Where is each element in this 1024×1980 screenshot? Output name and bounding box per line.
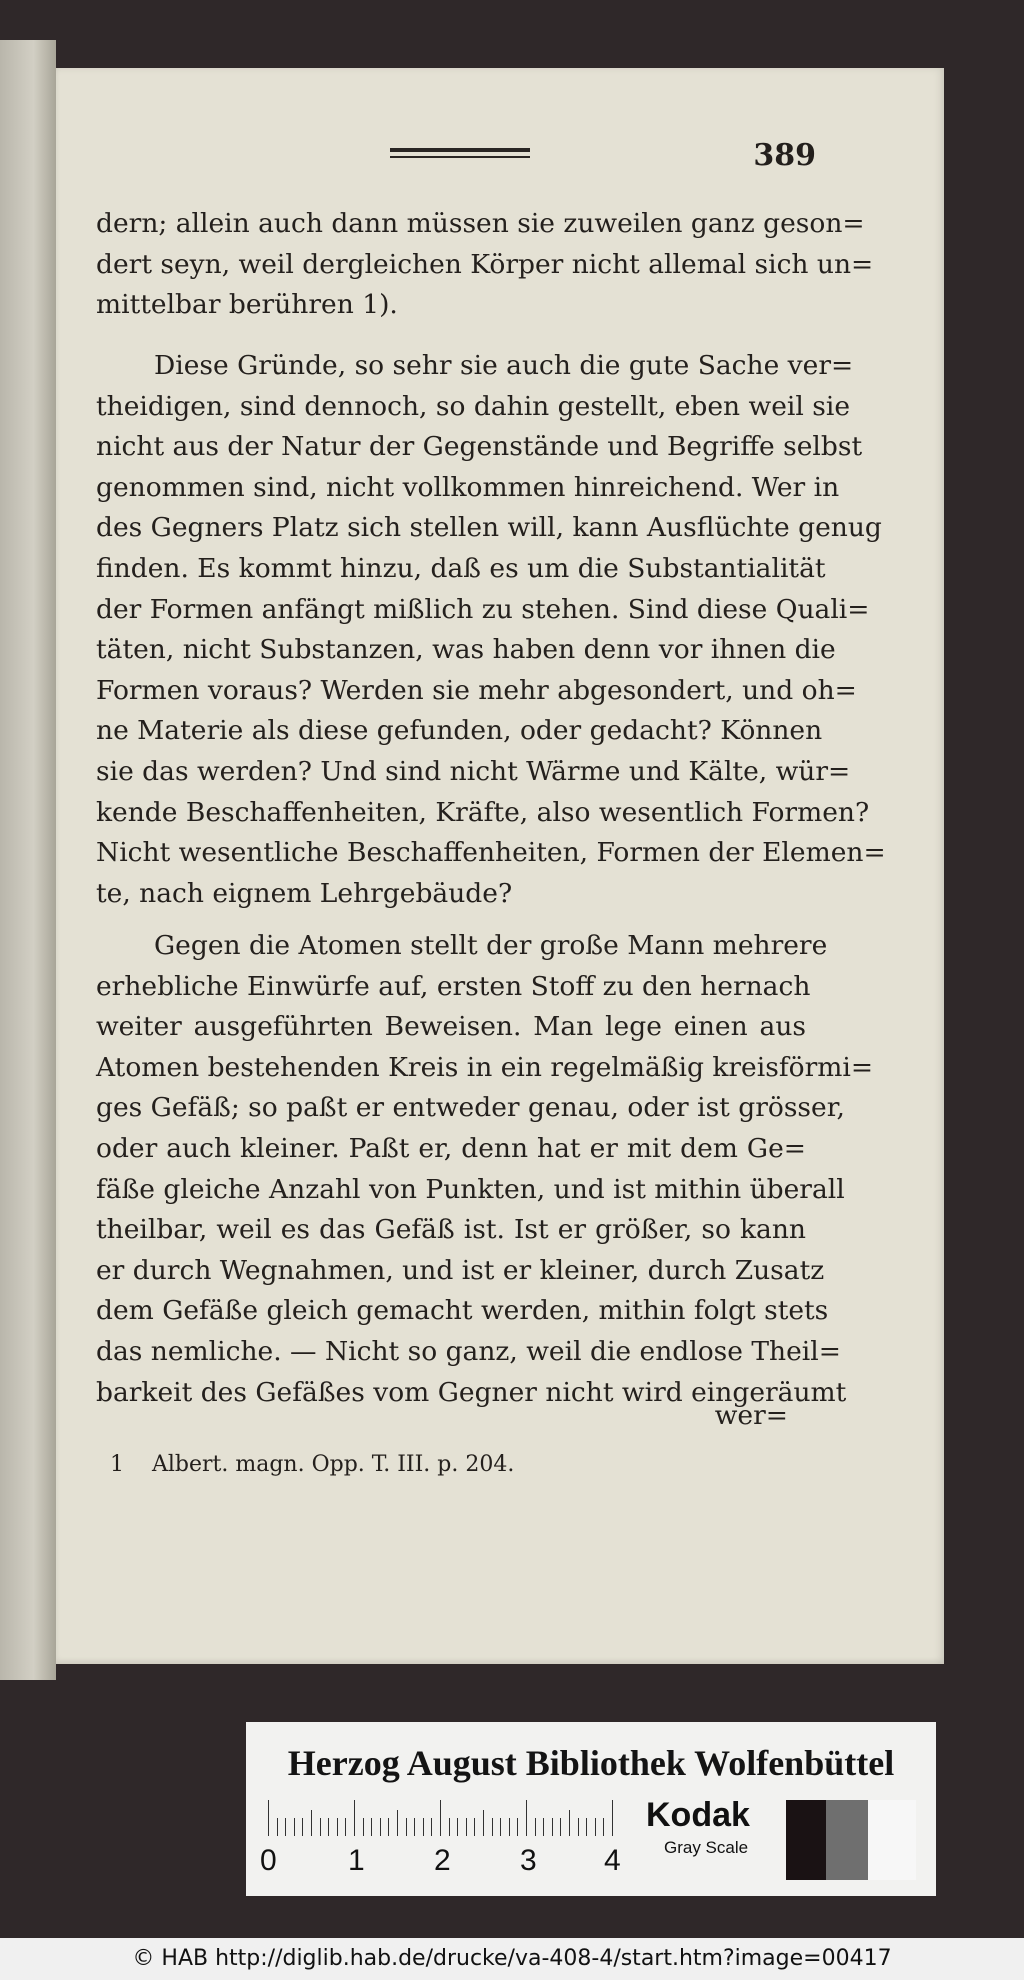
ruler-tick: [569, 1810, 570, 1836]
text-line: Atomen bestehenden Kreis in ein regelmäßig kreisförmi=: [96, 1051, 874, 1083]
ruler-tick: [578, 1818, 579, 1836]
text-line: barkeit des Gefäßes vom Gegner nicht wird eingeräumt: [96, 1376, 847, 1408]
text-line: te, nach eignem Lehrgebäude?: [96, 877, 513, 909]
text-line: des Gegners Platz sich stellen will, kann Ausflüchte genug: [96, 512, 882, 544]
text-line: sie das werden? Und sind nicht Wärme und Kälte, wür=: [96, 755, 851, 787]
text-line: ne Materie als diese gefunden, oder gedacht? Können: [96, 715, 823, 747]
ruler-label-0: 0: [260, 1844, 277, 1877]
ruler-tick: [586, 1818, 587, 1836]
ruler-tick: [526, 1800, 527, 1836]
text-line: dern; allein auch dann müssen sie zuweilen ganz geson=: [96, 208, 865, 239]
footnote-marker: 1: [110, 1452, 124, 1477]
ruler-label-3: 3: [520, 1844, 537, 1877]
ruler-tick: [363, 1818, 364, 1836]
footnote: [110, 1452, 514, 1477]
ruler-tick: [294, 1818, 295, 1836]
ruler-tick: [380, 1818, 381, 1836]
ruler-tick: [509, 1818, 510, 1836]
text-line: finden. Es kommt hinzu, daß es um die Substantialität: [96, 552, 826, 584]
text-line: kende Beschaffenheiten, Kräfte, also wesentlich Formen?: [96, 796, 870, 828]
ruler-tick: [302, 1818, 303, 1836]
text-line: theilbar, weil es das Gefäß ist. Ist er größer, so kann: [96, 1214, 806, 1246]
ruler-tick: [466, 1818, 467, 1836]
ruler-tick: [397, 1810, 398, 1836]
text-line: Gegen die Atomen stellt der große Mann mehrere: [154, 930, 828, 961]
ruler-tick: [431, 1818, 432, 1836]
paragraph-2: [96, 346, 886, 914]
text-line: Diese Gründe, so sehr sie auch die gute Sache ver=: [154, 350, 854, 381]
ruler: [268, 1800, 628, 1836]
ruler-label-1: 1: [348, 1844, 365, 1877]
ruler-tick: [268, 1800, 269, 1836]
ruler-tick: [474, 1818, 475, 1836]
text-line: nicht aus der Natur der Gegenstände und Begriffe selbst: [96, 431, 863, 463]
paragraph-body: [96, 926, 874, 1413]
ruler-tick: [612, 1800, 613, 1836]
text-line: Nicht wesentliche Beschaffenheiten, Formen der Elemen=: [96, 837, 886, 869]
text-line: ges Gefäß; so paßt er entweder genau, oder ist grösser,: [96, 1092, 845, 1124]
ruler-tick: [277, 1818, 278, 1836]
library-name: Herzog August Bibliothek Wolfenbüttel: [287, 1743, 895, 1783]
color-target-card: [246, 1722, 936, 1896]
ruler-tick: [423, 1818, 424, 1836]
gray-scale-label: Gray Scale: [664, 1838, 749, 1857]
text-line: Formen voraus? Werden sie mehr abgesondert, und oh=: [96, 674, 857, 706]
text-line: genommen sind, nicht vollkommen hinreichend. Wer in: [96, 471, 840, 503]
text-line: täten, nicht Substanzen, was haben denn vor ihnen die: [96, 634, 836, 666]
ruler-tick: [388, 1818, 389, 1836]
ruler-tick: [552, 1818, 553, 1836]
ruler-tick: [406, 1818, 407, 1836]
page-number: 389: [753, 138, 816, 173]
text-line: der Formen anfängt mißlich zu stehen. Sind diese Quali=: [96, 593, 870, 625]
ruler-tick: [603, 1818, 604, 1836]
ruler-tick: [483, 1810, 484, 1836]
ruler-tick: [449, 1818, 450, 1836]
gray-patch-mid: [826, 1800, 868, 1880]
ruler-tick: [560, 1818, 561, 1836]
gray-patch-white: [868, 1800, 916, 1880]
footnote-text: Albert. magn. Opp. T. III. p. 204.: [152, 1452, 515, 1477]
ruler-tick: [354, 1800, 355, 1836]
footer-bar: [0, 1938, 1024, 1980]
ruler-tick: [414, 1818, 415, 1836]
header-rule: [390, 148, 530, 158]
ruler-tick: [285, 1818, 286, 1836]
ruler-tick: [457, 1818, 458, 1836]
text-line: mittelbar berühren 1).: [96, 289, 398, 321]
gray-patch-black: [786, 1800, 826, 1880]
catchword: wer=: [714, 1400, 788, 1431]
paragraph-3: [96, 926, 874, 1413]
text-line: dert seyn, weil dergleichen Körper nicht allemal sich un=: [96, 248, 874, 280]
text-line: theidigen, sind dennoch, so dahin gestellt, eben weil sie: [96, 390, 851, 422]
ruler-tick: [543, 1818, 544, 1836]
ruler-tick: [371, 1818, 372, 1836]
ruler-tick: [595, 1818, 596, 1836]
kodak-logo: Kodak: [646, 1796, 750, 1834]
ruler-tick: [337, 1818, 338, 1836]
ruler-tick: [492, 1818, 493, 1836]
footer-credit: © HAB http://diglib.hab.de/drucke/va-408-4/start.htm?image=00417: [132, 1946, 892, 1971]
ruler-label-2: 2: [434, 1844, 451, 1877]
text-line: fäße gleiche Anzahl von Punkten, und ist mithin überall: [96, 1173, 845, 1205]
text-line: er durch Wegnahmen, und ist er kleiner, durch Zusatz: [96, 1254, 825, 1286]
ruler-tick: [517, 1818, 518, 1836]
text-line: oder auch kleiner. Paßt er, denn hat er mit dem Ge=: [96, 1132, 806, 1164]
ruler-tick: [440, 1800, 441, 1836]
book-page: [56, 68, 944, 1664]
ruler-tick: [535, 1818, 536, 1836]
ruler-tick: [500, 1818, 501, 1836]
ruler-label-4: 4: [604, 1844, 621, 1877]
paragraph-body: [96, 346, 886, 914]
text-line: weiter ausgeführten Beweisen. Man lege einen aus: [96, 1011, 806, 1043]
ruler-tick: [328, 1818, 329, 1836]
ruler-tick: [345, 1818, 346, 1836]
text-line: das nemliche. — Nicht so ganz, weil die endlose Theil=: [96, 1335, 841, 1367]
text-line: dem Gefäße gleich gemacht werden, mithin folgt stets: [96, 1295, 829, 1327]
adjacent-page-edge: [0, 40, 56, 1680]
ruler-tick: [320, 1818, 321, 1836]
paragraph-body: [96, 204, 874, 326]
paragraph-1: [96, 204, 874, 326]
text-line: erhebliche Einwürfe auf, ersten Stoff zu den hernach: [96, 970, 811, 1002]
ruler-tick: [311, 1810, 312, 1836]
